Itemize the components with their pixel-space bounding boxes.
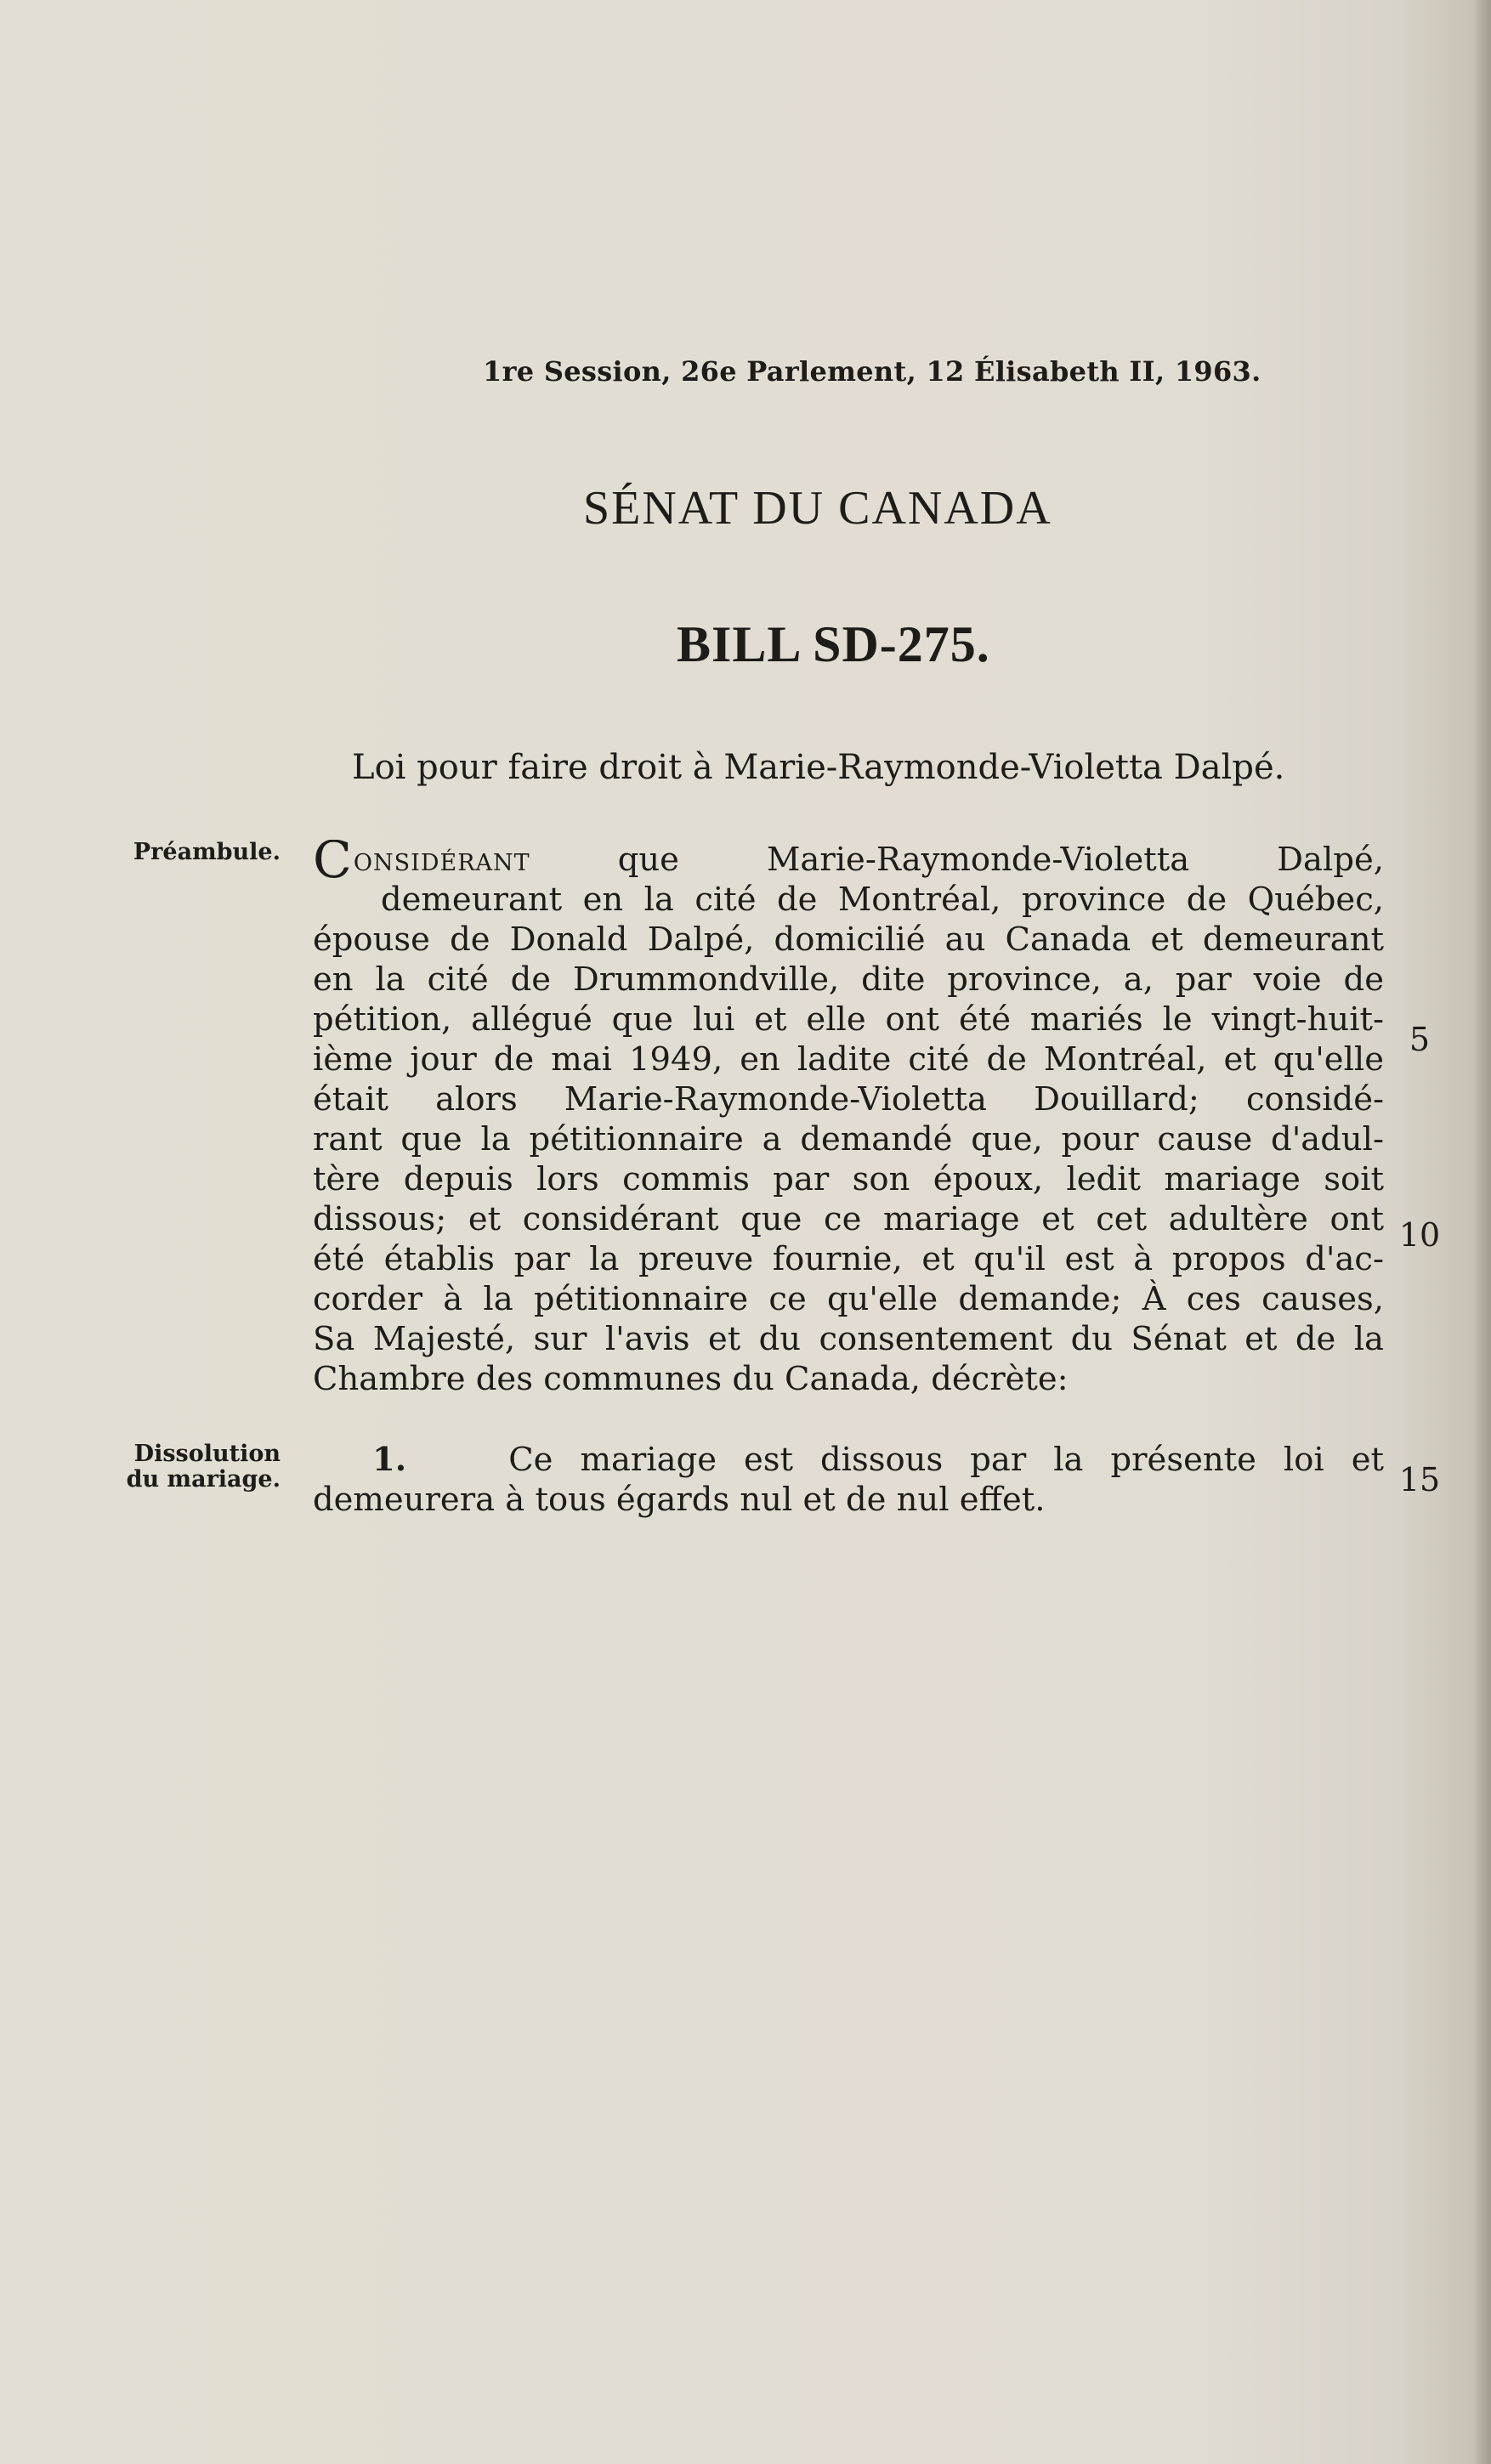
page-edge-shadow: [1472, 0, 1491, 2464]
line-number: 5: [1409, 1021, 1431, 1058]
section-1-line: [313, 1440, 1384, 1480]
preamble-line: tère depuis lors commis par son époux, ledit mariage soit: [313, 1160, 1384, 1198]
section-1-text: Ce mariage est dissous par la présente loi et: [508, 1441, 1384, 1479]
preamble-line: épouse de Donald Dalpé, domicilié au Canada et demeurant: [313, 920, 1384, 959]
chamber-title: SÉNAT DU CANADA: [583, 482, 1052, 535]
preamble-line: été établis par la preuve fournie, et qu'il est à propos d'ac-: [313, 1240, 1384, 1278]
bill-title: Loi pour faire droit à Marie-Raymonde-Violetta Dalpé.: [352, 748, 1285, 787]
line-number: 10: [1398, 1216, 1441, 1254]
section-1-paragraph: [313, 1440, 1384, 1520]
preamble-line: était alors Marie-Raymonde-Violetta Douillard; considé-: [313, 1080, 1384, 1119]
preamble-line: demeurant en la cité de Montréal, province de Québec,: [381, 881, 1384, 919]
line-number: 15: [1398, 1461, 1441, 1498]
preamble-line: corder à la pétitionnaire ce qu'elle demande; À ces causes,: [313, 1280, 1384, 1318]
preamble-line: ième jour de mai 1949, en ladite cité de Montréal, et qu'elle: [313, 1040, 1384, 1079]
preamble-line: Sa Majesté, sur l'avis et du consentement du Sénat et de la: [313, 1320, 1384, 1358]
preamble-line: [313, 840, 1384, 880]
margin-note-dissolution-line1: Dissolution: [133, 1441, 281, 1467]
preamble-line: pétition, allégué que lui et elle ont été mariés le vingt-huit-: [313, 1000, 1384, 1039]
preamble-line-text: que Marie-Raymonde-Violetta Dalpé,: [617, 841, 1384, 879]
preamble-line: rant que la pétitionnaire a demandé que, pour cause d'adul-: [313, 1120, 1384, 1158]
margin-note-dissolution-line2: du mariage.: [126, 1466, 281, 1493]
margin-note-dissolution: [102, 1442, 281, 1493]
preamble-paragraph: [313, 840, 1384, 1399]
session-line: 1re Session, 26e Parlement, 12 Élisabeth II, 1963.: [483, 355, 1261, 388]
section-number: 1.: [372, 1441, 407, 1479]
section-1-line: demeurera à tous égards nul et de nul effet.: [313, 1481, 1046, 1519]
preamble-line: Chambre des communes du Canada, décrète:: [313, 1360, 1069, 1398]
margin-note-preamble: Préambule.: [133, 839, 281, 865]
preamble-line: dissous; et considérant que ce mariage et cet adultère ont: [313, 1200, 1384, 1238]
bill-number: BILL SD-275.: [677, 616, 990, 672]
preamble-line: en la cité de Drummondville, dite province, a, par voie de: [313, 960, 1384, 999]
drop-cap: C: [313, 840, 352, 880]
preamble-lead-word: onsidérant: [353, 841, 530, 879]
